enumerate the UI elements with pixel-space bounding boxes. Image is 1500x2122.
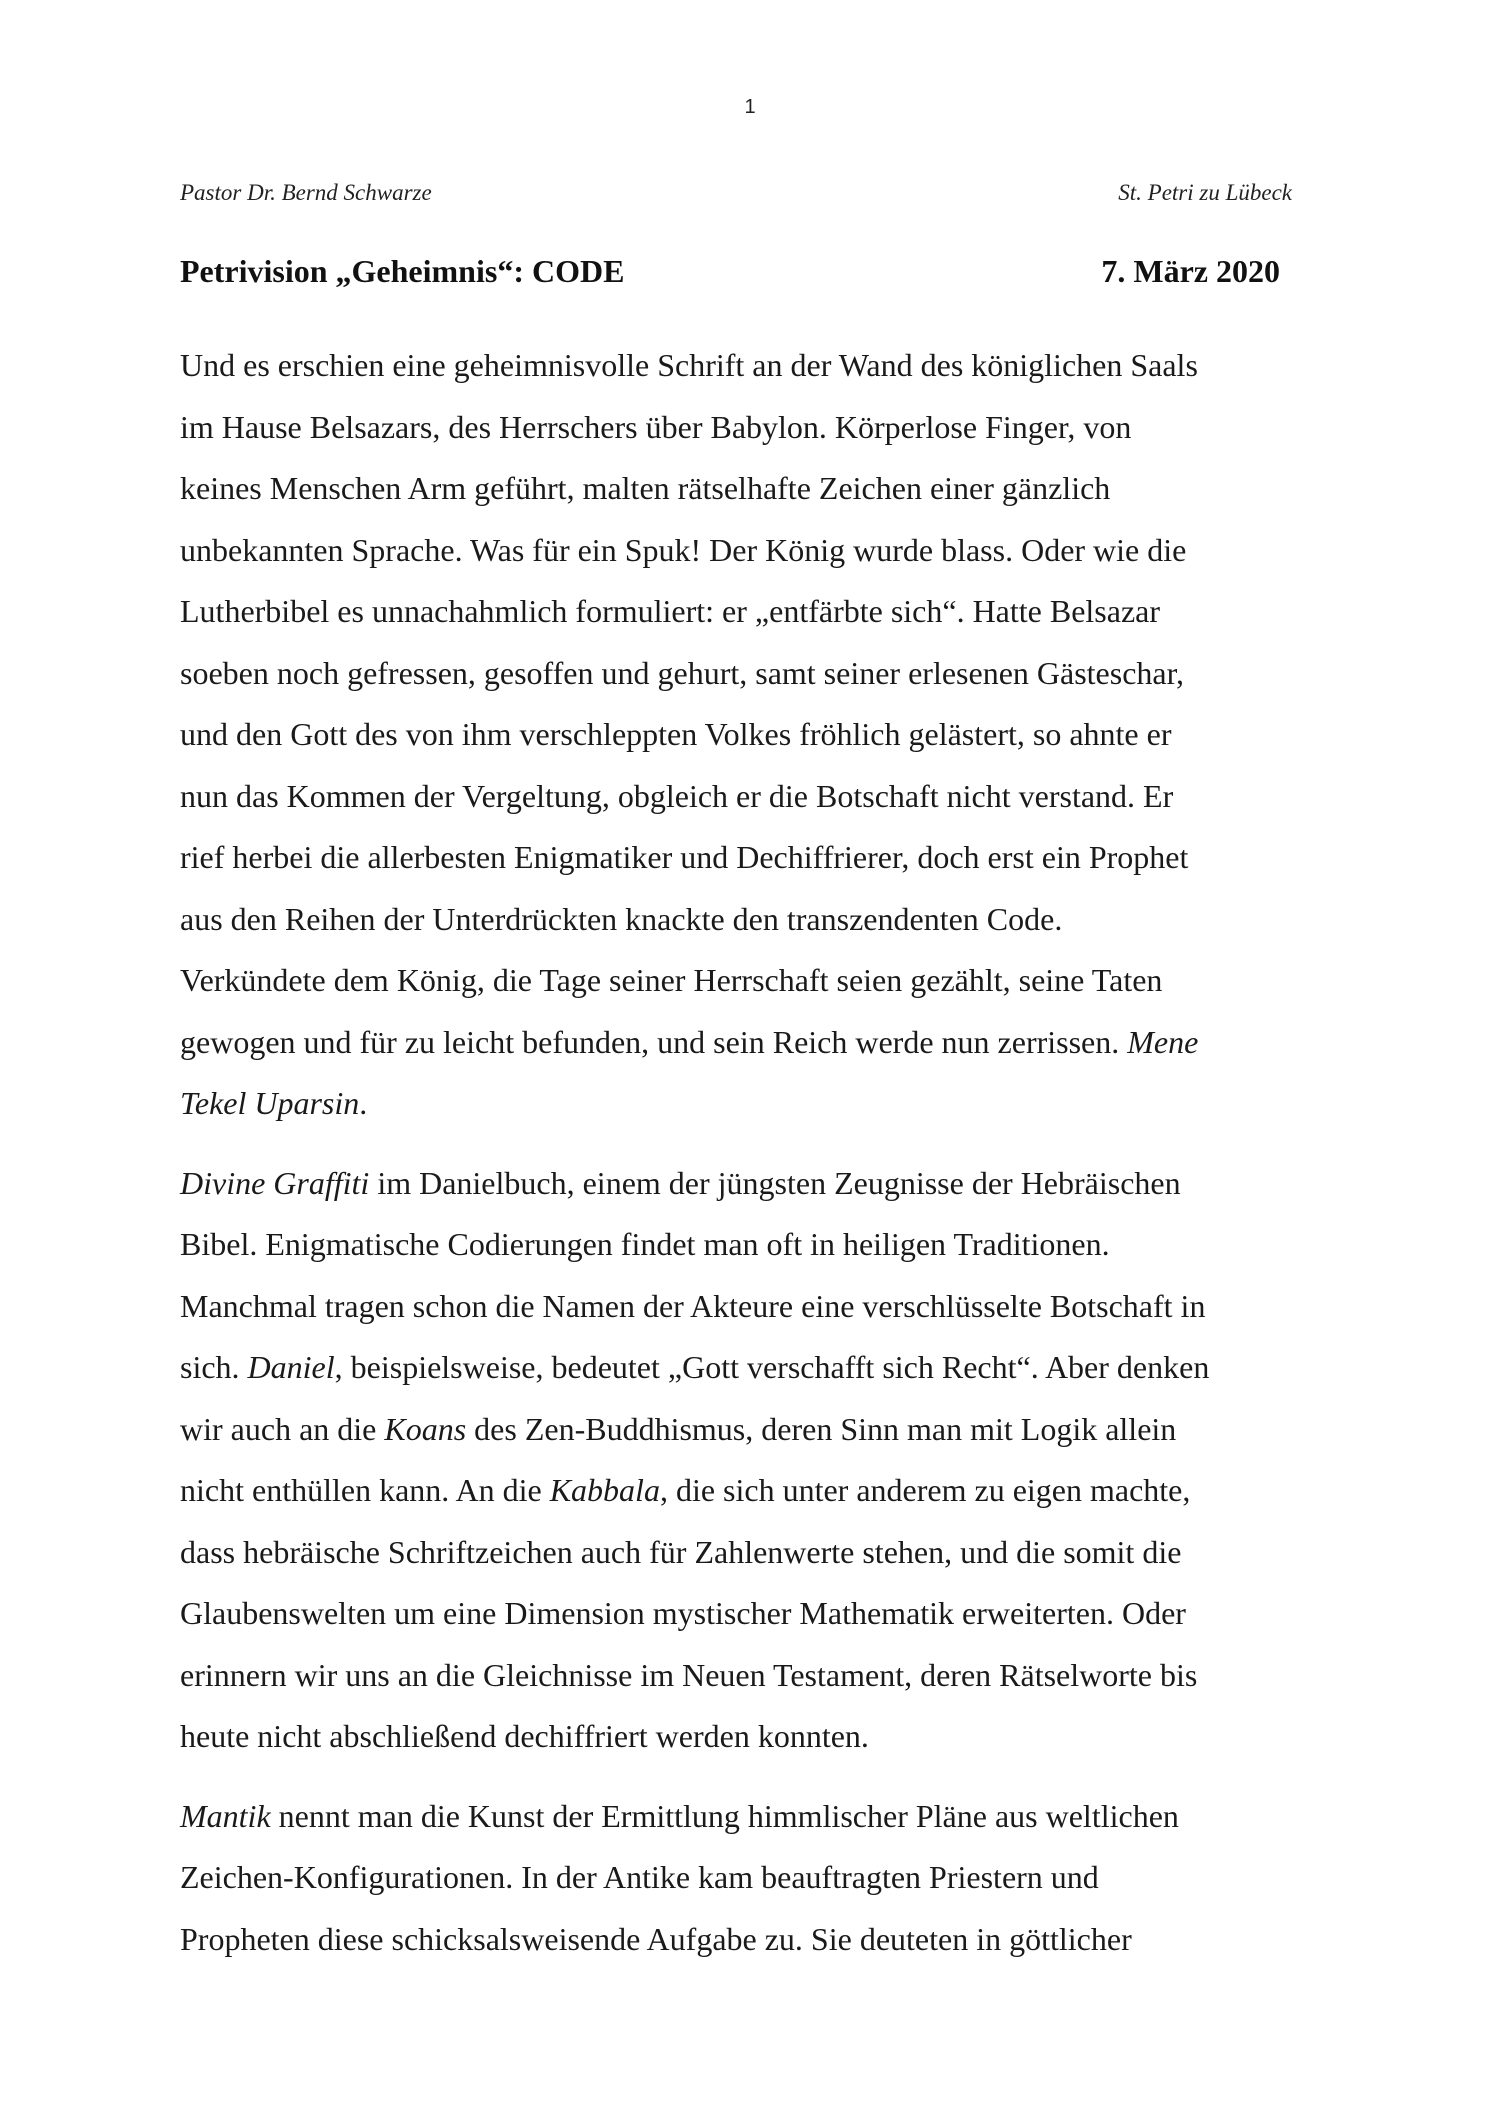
sermon-date: 7. März 2020 — [1101, 253, 1280, 289]
text-line — [180, 520, 1320, 582]
text-segment: Manchmal tragen schon die Namen der Akteure eine verschlüsselte Botschaft in — [180, 1287, 1206, 1324]
italic-text: Kabbala — [549, 1472, 660, 1508]
text-segment: keines Menschen Arm geführt, malten rätselhafte Zeichen einer gänzlich — [180, 470, 1111, 506]
italic-text: Mene — [1127, 1023, 1199, 1060]
text-segment: . — [359, 1085, 368, 1121]
text-line — [180, 827, 1320, 889]
text-segment: Glaubenswelten um eine Dimension mystischer Mathematik erweiterten. Oder — [180, 1595, 1186, 1631]
text-segment: des Zen-Buddhismus, deren Sinn man mit Logik allein — [466, 1410, 1177, 1447]
text-segment: soeben noch gefressen, gesoffen und gehurt, samt seiner erlesenen Gästeschar, — [180, 654, 1184, 691]
italic-text: Daniel — [247, 1349, 335, 1385]
text-segment: wir auch an die — [180, 1410, 385, 1447]
text-line — [180, 335, 1320, 397]
text-segment: und den Gott des von ihm verschleppten Volkes fröhlich gelästert, so ahnte er — [180, 716, 1172, 752]
text-line — [180, 1847, 1320, 1909]
text-segment: rief herbei die allerbesten Enigmatiker und Dechiffrierer, doch erst ein Prophet — [180, 839, 1189, 875]
church-name: St. Petri zu Lübeck — [1118, 180, 1292, 205]
text-segment: nennt man die Kunst der Ermittlung himmlischer Pläne aus weltlichen — [270, 1797, 1179, 1834]
text-segment: gewogen und für zu leicht befunden, und sein Reich werde nun zerrissen. — [180, 1023, 1128, 1060]
text-line — [180, 950, 1320, 1012]
sermon-title-row — [180, 253, 1280, 290]
text-segment: nun das Kommen der Vergeltung, obgleich er die Botschaft nicht verstand. Er — [180, 777, 1174, 814]
text-line — [180, 1399, 1320, 1461]
text-segment: Zeichen-Konfigurationen. In der Antike kam beauftragten Priestern und — [180, 1859, 1099, 1895]
italic-text: Koans — [384, 1410, 467, 1447]
italic-text: Divine Graffiti — [180, 1164, 370, 1201]
italic-text: Tekel Uparsin — [180, 1085, 360, 1121]
paragraph — [180, 1786, 1320, 1971]
text-line — [180, 643, 1320, 705]
text-line — [180, 581, 1320, 643]
text-segment: erinnern wir uns an die Gleichnisse im Neuen Testament, deren Rätselworte bis — [180, 1656, 1198, 1693]
text-segment: Bibel. Enigmatische Codierungen findet man oft in heiligen Traditionen. — [180, 1226, 1110, 1262]
italic-text: Mantik — [180, 1797, 271, 1834]
text-line — [180, 458, 1320, 520]
text-line — [180, 1073, 1320, 1135]
text-line — [180, 1337, 1320, 1399]
text-segment: Lutherbibel es unnachahmlich formuliert: er „entfärbte sich“. Hatte Belsazar — [180, 593, 1161, 629]
text-segment: Propheten diese schicksalsweisende Aufgabe zu. Sie deuteten in göttlicher — [180, 1920, 1132, 1957]
text-segment: unbekannten Sprache. Was für ein Spuk! Der König wurde blass. Oder wie die — [180, 531, 1187, 568]
text-segment: aus den Reihen der Unterdrückten knackte den transzendenten Code. — [180, 900, 1063, 937]
sermon-title: Petrivision „Geheimnis“: CODE — [180, 253, 625, 289]
text-segment: , beispielsweise, bedeutet „Gott verschafft sich Recht“. Aber denken — [334, 1349, 1210, 1385]
text-line — [180, 1786, 1320, 1848]
text-line — [180, 766, 1320, 828]
text-segment: , die sich unter anderem zu eigen machte, — [659, 1472, 1191, 1508]
text-segment: nicht enthüllen kann. An die — [180, 1472, 550, 1508]
text-segment: im Hause Belsazars, des Herrschers über Babylon. Körperlose Finger, von — [180, 408, 1132, 445]
page-header — [180, 180, 1292, 206]
text-line — [180, 1909, 1320, 1971]
text-line — [180, 1522, 1320, 1584]
author-name: Pastor Dr. Bernd Schwarze — [180, 180, 432, 205]
text-line — [180, 1583, 1320, 1645]
text-line — [180, 1214, 1320, 1276]
text-line — [180, 397, 1320, 459]
text-line — [180, 1276, 1320, 1338]
text-segment: sich. — [180, 1349, 248, 1385]
paragraph — [180, 1153, 1320, 1768]
text-segment: Verkündete dem König, die Tage seiner Herrschaft seien gezählt, seine Taten — [180, 962, 1163, 998]
text-line — [180, 1706, 1320, 1768]
sermon-body — [180, 335, 1320, 1970]
text-segment: dass hebräische Schriftzeichen auch für Zahlenwerte stehen, und die somit die — [180, 1533, 1182, 1570]
text-segment: Und es erschien eine geheimnisvolle Schrift an der Wand des königlichen Saals — [180, 347, 1198, 383]
text-line — [180, 1645, 1320, 1707]
text-line — [180, 1012, 1320, 1074]
text-segment: im Danielbuch, einem der jüngsten Zeugnisse der Hebräischen — [369, 1164, 1181, 1201]
page-number: 1 — [744, 96, 756, 118]
paragraph — [180, 335, 1320, 1135]
text-line — [180, 1460, 1320, 1522]
text-line — [180, 1153, 1320, 1215]
text-line — [180, 889, 1320, 951]
text-segment: heute nicht abschließend dechiffriert werden konnten. — [180, 1718, 869, 1754]
text-line — [180, 704, 1320, 766]
